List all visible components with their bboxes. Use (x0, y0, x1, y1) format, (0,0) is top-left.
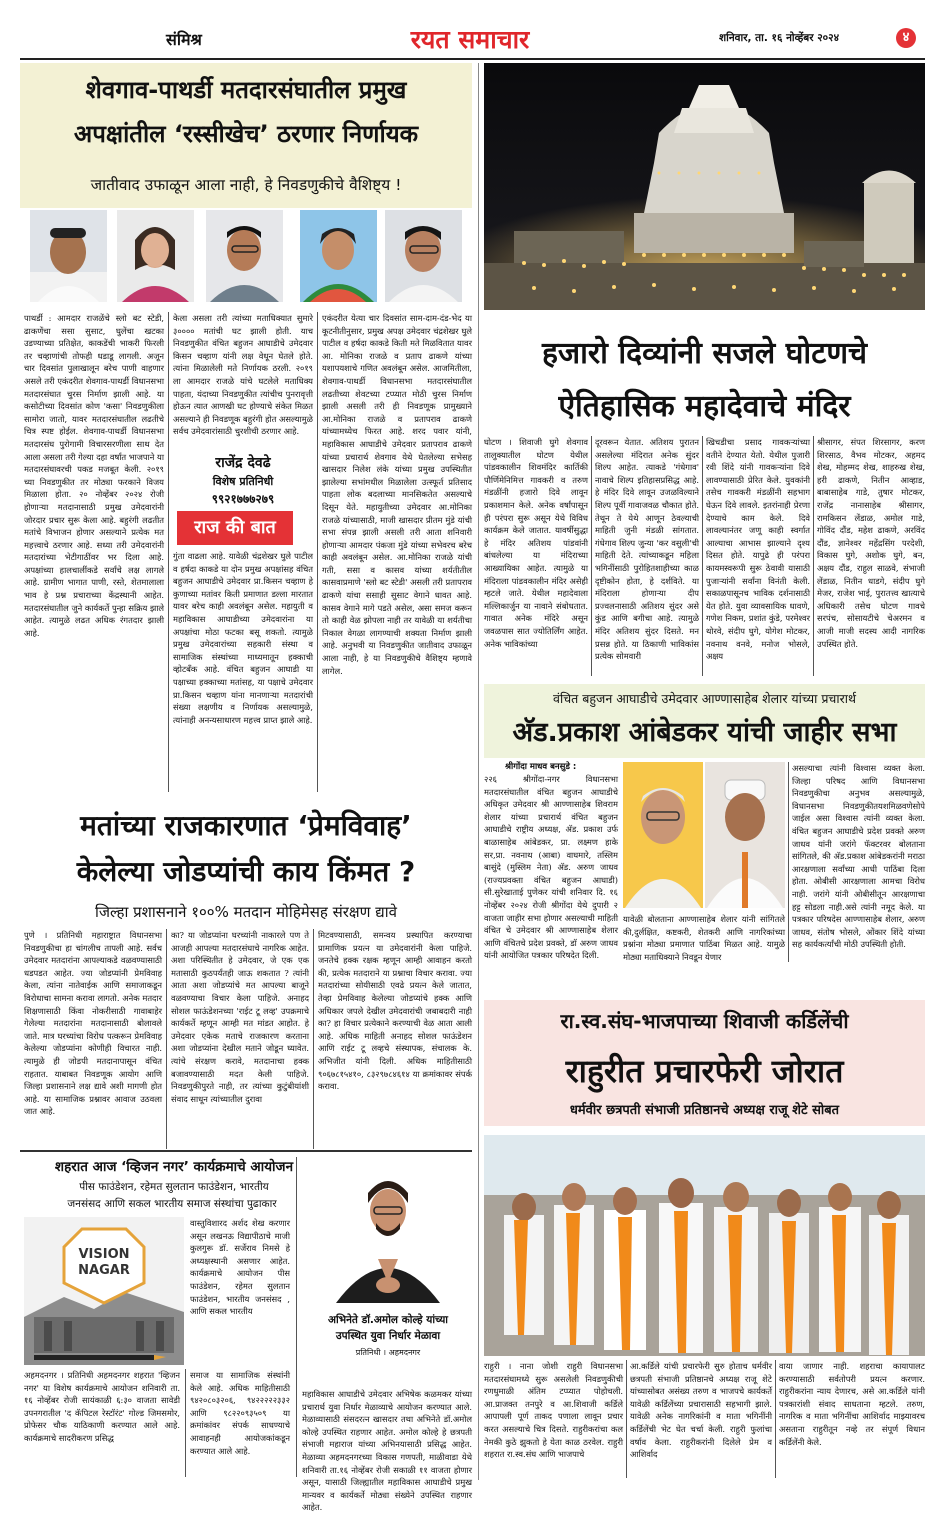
rss-divider-1 (626, 1360, 627, 1478)
ambedkar-column-1: २२६ श्रीगोंदा-नगर विधानसभा मतदारसंघातील वंचित बहुजन आघाडीचे अधिकृत उमेदवार श्री आण्णासाहेब शिवराम शेलार यांच्या प्रचारार्थ वंचित बहुजन आघाडीचे राष्ट्रीय अध्यक्ष, अ‍ॅड. प्रकाश उर्फ बाळासाहेब आंबेडकर, प्रा. लक्ष्मण हाके सर,प्रा. नवनाथ (आबा) वाघमारे, तस्लिम बासुंदे (मुस्लिम नेता) अ‍ॅड. अरुण जाधव (राज्यप्रवक्ता वंचित बहुजन आघाडी) सी.सुरेखाताई पुणेकर यांची शनिवार दि. १६ नोव्हेंबर २०२४ रोजी श्रीगोंदा येथे दुपारी २ वाजता जाहीर सभा होणार असल्याची माहिती वंचित चे उमेदवार श्री आण्णासाहेब शेलार आणि वंचितचे प्रदेश प्रवक्ते, डॉ अरुण जाधव यांनी आयोजित पत्रकार परिषदेत दिली. (484, 774, 618, 961)
rss-column-2: आ.कर्डिले यांची प्रचारफेरी सुरु होताच धर्मवीर छत्रपती संभाजी प्रतिष्ठानचे अध्यक्ष राजू शेटे यांच्यासोबत असंख्य तरुण व भाजपचे कार्यकर्ते यावेळी कर्डिलेंच्या प्रचारासाठी सहभागी झाले. यावेळी अनेक नागरिकांनी व माता भगिनींनी कर्डिलेंची भेट घेत चर्चा केली. राहुरी फुलांचा वर्षाव केला. राहुरीकरांनी दिलेले प्रेम व आशिर्वाद (630, 1361, 772, 1460)
candidate-portrait-4 (300, 210, 377, 302)
issue-date: शनिवार, ता. १६ नोव्हेंबर २०२४ (719, 32, 840, 44)
temple-divider-1 (591, 436, 592, 676)
vision-top-rule (20, 1150, 472, 1152)
column-badge (177, 511, 293, 545)
marriage-column-1: पुणे । प्रतिनिधी महाराष्ट्रात विधानसभा निवडणुकीचा हा चांगलीच तापली आहे. सर्वच उमेदवार मतदारांना आपल्याकडे वळवण्यासाठी धडपडत आहेत. ज्या जोडप्यांनी प्रेमविवाह केला, त्यांना नातेवाईक आणि समाजाकडून विरोधाचा सामना करावा लागतो. अनेक मतदार शिक्षणासाठी किंवा नोकरीसाठी गावाबाहेर गेलेल्या मतदारांना मतदानासाठी बोलावले जाते. मात्र घरच्यांचा विरोध पत्करून प्रेमविवाह केलेल्या जोडप्यांना कोणीही विचारत नाही. त्यामुळे ही जोडपी मतदानापासून वंचित राहतात. याबाबत निवडणूक आयोग आणि जिल्हा प्रशासनाने लक्ष द्यावे अशी मागणी होत आहे. या सामाजिक प्रश्नावर आवाज उठवला जात आहे. (24, 930, 162, 1117)
rss-divider-2 (775, 1360, 776, 1478)
vision-divider (185, 1369, 186, 1477)
candidate-portrait-1 (30, 210, 107, 302)
temple-headline-line2: ऐतिहासिक महादेवाचे मंदिर (558, 389, 851, 424)
page-center-divider (478, 63, 479, 1480)
candidate-portrait-5 (385, 210, 462, 302)
story1-column-1: पाथर्डी : आमदार राजळेंचे स्लो बट स्टेडी, ढाकणेंचा ससा सुसाट, घुलेंचा खटका उडण्याच्या प्रतिक्षेत, काकडेंची भाकरी फिरली तर चव्हाणांची तोफही धडाडू लागली. अजून चार दिवसांत पुलाखालून बरेच पाणी वाहणार असले तरी एकंदरीत शेवगाव-पाथर्डी विधानसभा मतदारसंघात चुरस निर्माण झाली आहे. या कसोटीच्या दिवसांत कोण 'कसा' निवडणुकीला सामोरा जातो, यावर मतदारसंघातील लढतीचे चित्र स्पष्ट होईल. शेवगाव-पाथर्डी विधानसभा मतदारसंघ पुरोगामी विचारसरणीला साथ देत आला असला तरी गेल्या दहा वर्षांत भाजपाने या मतदारसंघावरची पकड मजबूत केली. २०१९ च्या निवडणुकीत तर मोठ्या फरकाने विजय मिळाला होता. २० नोव्हेंबर २०२४ रोजी होणाऱ्या मतदानासाठी प्रमुख उमेदवारांनी जोरदार प्रचार सुरू केला आहे. बहुरंगी लढतीत मतांचे विभाजन होणार असल्याने प्रत्येक मत महत्त्वाचे ठरणार आहे. सध्या तरी उमेदवारांनी मतदारांच्या भेटीगाठींवर भर दिला आहे. अपक्षांच्या हालचालींकडे सर्वांचे लक्ष लागले आहे. ग्रामीण भागात पाणी, रस्ते, शेतमालाला भाव हे प्रश्न प्रचाराच्या केंद्रस्थानी आहेत. मतदारसंघातील जुने कार्यकर्ते पुन्हा सक्रिय झाले आहेत. त्यामुळे लढत अधिक रंगतदार झाली आहे. (24, 313, 164, 638)
kolhe-byline: प्रतिनिधी । अहमदनगर (355, 1348, 421, 1357)
paper-name: रयत समाचार (410, 25, 530, 54)
temple-column-3: खिचडीचा प्रसाद गावकऱ्यांच्या वतीने देण्यात येतो. येथील पुजारी रवी शिंदे यांनी गावकऱ्यांना दिवे लावण्यासाठी प्रेरित केले. युवकांनी तसेच गावकरी मंडळींनी सहभाग घेऊन दिवे लावले. इतरांनाही प्रेरणा देण्याचे काम केले. दिवे लावल्यानंतर जणू काही स्वर्गात आल्याचा आभास झाल्याने दृश्य दिसत होते. यापुढे ही परंपरा कायमस्वरूपी सुरू ठेवावी यासाठी पुजाऱ्यांनी सर्वांना विनंती केली. सकाळपासूनच भाविक दर्शनासाठी येत होते. युवा व्यावसायिक धावणे, गणेश निकम, प्रशांत कुंडे, परमेश्वर थोरवे, संदीप घुगे, योगेश मोटकर, नवनाथ वनवे, मनोज भोसले, अक्षय (706, 437, 810, 662)
ambedkar-byline: श्रीगोंदा माधव बनसुडे : (505, 762, 577, 772)
marriage-column-3: मिटवण्यासाठी, समन्वय प्रस्थापित करण्याचा प्रामाणिक प्रयत्न या उमेदवारांनी केला पाहिजे. जनतेचे हक्क रक्षक म्हणून आम्ही आवाहन करतो की, प्रत्येक मतदाराने या प्रश्नाचा विचार करावा. ज्या मतदारांच्या सोयीसाठी एवढे प्रयत्न केले जातात, तेव्हा प्रेमविवाह केलेल्या जोडप्यांचे हक्क आणि अधिकार जपले देखील उमेदवारांची जबाबदारी नाही का? हा विचार प्रत्येकाने करण्याची वेळ आता आली आहे. अधिक माहिती अनाहद सोशल फाऊंडेशन आणि राईट टू लव्हचे संस्थापक, संचालक के. अभिजीत यांनी दिली. अधिक माहितीसाठी ९०६७८१५४१०, ८३२९७८४६१४ या क्रमांकावर संपर्क करावा. (318, 930, 472, 1092)
vision-logo-text-1: VISION (78, 1247, 130, 1262)
vision-kolhe-divider (296, 1157, 297, 1477)
ambedkar-column-2: यावेळी बोलताना आण्णासाहेब शेलार यांनी सांगितले की,दुर्लक्षित, कष्टकरी, शेतकरी आणि नागरिकांच्या प्रश्नांना मोठ्या प्रमाणात पाठिंबा मिळत आहे. यामुळे मोठ्या मताधिक्याने निवडून येणार (623, 914, 785, 962)
ambedkar-kicker: वंचित बहुजन आघाडीचे उमेदवार आण्णासाहेब शेलार यांच्या प्रचारार्थ (553, 691, 856, 706)
page-number: ४ (902, 30, 910, 45)
vision-subhead-1: पीस फाउंडेशन, रहेमत सुलतान फाउंडेशन, भारतीय (79, 1181, 269, 1193)
temple-divider-3 (813, 436, 814, 676)
marriage-headline-line2: केलेल्या जोडप्यांची काय किंमत ? (76, 855, 416, 888)
marriage-subhead: जिल्हा प्रशासनाने १००% मतदान मोहिमेसह संरक्षण द्यावे (95, 903, 397, 921)
story1-subhead: जातीवाद उफाळून आला नाही, हे निवडणुकीचे वैशिष्ट्य ! (90, 176, 402, 194)
story1-divider-1 (168, 312, 169, 792)
kolhe-caption-line2: उपस्थित युवा निर्धार मेळावा (335, 1330, 441, 1342)
shelar-photo (705, 762, 785, 908)
rss-column-3: वाया जाणार नाही. शहराचा कायापालट करण्यासाठी सर्वतोपरी प्रयत्न करणार. राहुरीकरांना न्याय देणारच, असे आ.कर्डिले यांनी पत्रकारांशी संवाद साधताना म्हटले. तरुण, नागरिक व माता भगिनींचा आशिर्वाद माझ्यावरच असताना राहुरीतून नव्हे तर संपूर्ण विधान कर्डिलेंनी केले. (779, 1361, 925, 1447)
vision-logo-text-2: NAGAR (78, 1263, 130, 1278)
page-number-badge (896, 28, 916, 48)
story1-divider-2 (317, 312, 318, 792)
ambedkar-column-3: असल्याचा त्यांनी विश्वास व्यक्त केला. जिल्हा परिषद आणि विधानसभा निवडणुकीचा अनुभव असल्यामुळे, विधानसभा निवडणुकीतयशमिळवणेसोपे जाईल असा विश्वास त्यांनी व्यक्त केला. वंचित बहुजन आघाडीचे प्रदेश प्रवक्ते अरुण जाधव यांनी जरांगे फॅक्टरवर बोलताना सांगितले, की अ‍ॅड.प्रकाश आंबेडकरांनी मराठा आरक्षणाला सर्वांच्या आधी पाठिंबा दिला होता. ओबीसी आरक्षणाला आमचा विरोध नाही. जरांगे यांनी ओबीसीतून आरक्षणाचा हट्ट सोडला नाही.असे त्यांनी नमूद केले. या पत्रकार परिषदेस आण्णासाहेब शेलार, अरुण जाधव, संतोष भोसले, ओंकार शिंदे यांच्या सह कार्यकर्त्यांची मोठी उपस्थिती होती. (792, 763, 925, 950)
kolhe-photo (322, 1163, 454, 1383)
temple-divider-2 (702, 436, 703, 676)
temple-column-1: घोटण । शिवाजी घुगे शेवगाव तालुक्यातील घोटण येथील पांडवकालीन शिवमंदिर कार्तिकी पौर्णिमेनिमित्त गावकरी व तरुण मंडळींनी हजारो दिवे लावून प्रकाशमान केले. अनेक वर्षांपासून ही परंपरा सुरू असून येथे विविध कार्यक्रम केले जातात. यावर्षीसुद्धा हे मंदिर अतिशय पांडवांनी बांधलेल्या या मंदिराच्या आख्यायिका आहेत. त्यामुळे या मंदिराला पांडवकालीन मंदिर असेही म्हटले जाते. येथील महादेवाला मल्लिकार्जुन या नावाने संबोधतात. गावात अनेक मंदिरे असून जवळपास सात ज्योतिर्लिंग आहेत. अनेक भाविकांच्या (484, 437, 588, 649)
story1-headline-line1: शेवगाव-पाथर्डी मतदारसंघातील प्रमुख (85, 76, 407, 104)
marriage-column-2: का? या जोडप्यांना घरच्यांनी नाकारले पण ते आजही आपल्या मतदारसंघाचे नागरिक आहेत. अशा परिस्थितीत हे उमेदवार, जे एक एक मतासाठी कुठपर्यंतही जाऊ शकतात ? त्यांनी आता अशा जोडप्यांचे मत आपल्या बाजूने वळवण्याचा विचार केला पाहिजे. अनाहद सोशल फाऊंडेशनच्या 'राईट टू लव्ह' उपक्रमाचे कार्यकर्ते म्हणून आम्ही मत मांडत आहोत. हे उमेदवार एकेक मताचे राजकारण करताना अशा जोडप्यांना देखील मताने जोडून घ्यावेत. त्यांचे संरक्षण करावे, मतदानाचा हक्क बजावण्यासाठी मदत केली पाहिजे. निवडणुकीपुरते नाही, तर त्यांच्या कुटुंबीयांशी संवाद साधून त्यांच्यातील दुरावा (171, 930, 309, 1104)
marriage-divider-2 (313, 929, 314, 1149)
rss-kicker: रा.स्व.संघ-भाजपाच्या शिवाजी कर्डिलेंची (560, 1009, 849, 1033)
rss-subhead: धर्मवीर छत्रपती संभाजी प्रतिष्ठानचे अध्यक्ष राजू शेटे सोबत (569, 1103, 840, 1118)
kolhe-body: महाविकास आघाडीचे उमेदवार अभिषेक कळमकर यांच्या प्रचारार्थ युवा निर्धार मेळाव्याचे आयोजन करण्यात आले. मेळाव्यासाठी संसदरत्न खासदार तथा अभिनेते डॉ.अमोल कोल्हे उपस्थित राहणार आहेत. अमोल कोल्हे हे छत्रपती संभाजी महाराज यांच्या अभिनयासाठी प्रसिद्ध आहेत. मेळाव्या अहमदनगरच्या विकास गणपती, माळीवाडा येथे शनिवारी ता.१६ नोव्हेंबर रोजी सकाळी ११ वाजता होणार असून, यासाठी जिल्ह्यातील महाविकास आघाडीचे प्रमुख मान्यवर व कार्यकर्ते मोठ्या संख्येने उपस्थित राहणार आहेत. (302, 1389, 472, 1513)
marriage-divider-1 (166, 929, 167, 1149)
marriage-headline-line1: मतांच्या राजकारणात ‘प्रेमविवाह’ (80, 809, 412, 842)
rss-column-1: राहुरी । नाना जोशी राहुरी विधानसभा मतदारसंघामध्ये सुरू असलेली निवडणुकीची रणधुमाळी अंतिम टप्प्यात पोहोचली. आ.प्राजक्त तनपुरे व आ.शिवाजी कर्डिले आपापली पूर्ण ताकद पणाला लावून प्रचार करत असल्याचे चित्र दिसते. राहुरीकरांचा कल नेमकी कुठे झुकतो हे येता काळ ठरवेल. राहुरी शहरात रा.स्व.संघ आणि भाजपाचे (484, 1361, 623, 1460)
vision-nagar-logo (24, 1217, 184, 1365)
temple-night-photo (484, 63, 925, 310)
temple-headline-line1: हजारो दिव्यांनी सजले घोटणचे (541, 336, 868, 371)
story1-headline-line2: अपक्षांतील ‘रस्सीखेच’ ठरणार निर्णायक (73, 120, 419, 148)
byline-title: विशेष प्रतिनिधी (212, 475, 274, 488)
section-label: संमिश्र (166, 30, 202, 49)
vision-headline: शहरात आज ‘व्हिजन नगर’ कार्यक्रमाचे आयोजन (54, 1159, 294, 1175)
ambedkar-photo (623, 762, 703, 908)
temple-column-4: श्रीसागर, संपत शिरसागर, करण शिरसाठ, वैभव मोटकर, अहमद शेख, मोहम्मद शेख, शाहरुख शेख, हरी ढाकणे, नितीन आव्हाड, बाबासाहेब गाडे, तुषार मोटकर, राजेंद्र नानासाहेब श्रीसागर, रामकिसन लेंडाळ, अमोल गाडे, गोविंद दौंड, महेश ढाकणे, अरविंद दौंड, ज्ञानेश्वर महेंद्रसिंग परदेशी, विकास घुगे, अशोक घुगे, बन, अक्षय दौंड, राहुल साळवे, संभाजी लेंडाळ, नितीन धाडगे, संदीप घुगे मेजर, राजेश भाई, पुरातत्त्व खात्याचे अधिकारी तसेच घोटण गावचे सरपंच, सोसायटीचे चेअरमन व आजी माजी सदस्य आदी नागरिक उपस्थित होते. (817, 437, 925, 649)
story1-column-3: एकंदरीत येत्या चार दिवसांत साम-दाम-दंड-भेद या कूटनीतीनुसार, प्रमुख अपक्ष उमेदवार चंद्रशेखर घुले पाटील व हर्षदा काकडे किती मते मिळवितात यावर आ. मोनिका राजळे व प्रताप ढाकणे यांच्या यशापयशाचे गणित अवलंबून असेल. आजमितीला, शेवगाव-पाथर्डी विधानसभा मतदारसंघातील लढतीच्या शेवटच्या टप्प्यात मोठी चुरस निर्माण झाली असली तरी ही निवडणूक प्रामुख्याने आ.मोनिका राजळे व प्रतापराव ढाकणे यांच्यामध्येच फिरत आहे. शरद पवार यांनी, महाविकास आघाडीचे उमेदवार प्रतापराव ढाकणे यांच्या प्रचारार्थ शेवगाव येथे घेतलेल्या सभेसह खासदार निलेश लंके यांच्या प्रमुख उपस्थितीत झालेल्या सभांमधील मिळालेला उत्स्फूर्त प्रतिसाद पाहता लोक बदलाच्या मानसिकतेत असल्याचे दिसून येते. महायुतीच्या उमेदवार आ.मोनिका राजळे यांच्यासाठी, माजी खासदार प्रीतम मुंडे यांची सभा संपन्न झाली असली तरी आता शनिवारी होणाऱ्या आमदार पंकजा मुंडे यांच्या सभेवरच बरेच काही अवलंबून असेल. आ.मोनिका राजळे यांची गती, ससा व कासव यांच्या शर्यतीतील कासवाप्रमाणे 'स्लो बट स्टेडी' असली तरी प्रतापराव ढाकणे यांचा ससाही सुसाट वेगाने धावत आहे. कासव वेगाने मागे पडते असेल, असा समज करून तो काही वेळ झोपला नाही तर यावेळी या शर्यतीचा निकाल वेगळा लागण्याची शक्यता निर्माण झाली आहे. अनुभवी या निवडणुकीत जातीवाद उफाळून आला नाही, हे या निवडणुकीचे वैशिष्ट्य म्हणावे लागेल. (322, 313, 472, 676)
byline-phone: ९९२१७७७२७९ (211, 492, 275, 506)
story1-column-2b: गुंता वाढला आहे. यावेळी चंद्रशेखर घुले पाटील व हर्षदा काकडे या दोन प्रमुख अपक्षांसह वंचित बहुजन आघाडीचे उमेदवार प्रा.किसन चव्हाण हे कुणाच्या मतांवर किती प्रमाणात डल्ला मारतात यावर बरेच काही अवलंबून असेल. महायुती व महाविकास आघाडीच्या उमेदवारांना या अपक्षांचा मोठा फटका बसू शकतो. त्यामुळे प्रमुख उमेदवारांच्या सहकारी संस्था व सामाजिक संस्थांच्या माध्यमातून हक्काची व्होटबँक आहे. वंचित बहुजन आघाडी या पक्षाच्या हक्काच्या मतांसह, या पक्षाचे उमेदवार प्रा.किसन चव्हाण यांना मानणाऱ्या मतदारांची संख्या लक्षणीय व निर्णायक असल्यामुळे, त्यांनाही अनन्यसाधारण महत्त्व प्राप्त झाले आहे. (173, 551, 313, 725)
kolhe-caption-line1: अभिनेते डॉ.अमोल कोल्हे यांच्या (327, 1314, 449, 1326)
story1-column-2a: केला असला तरी त्यांच्या मताधिक्यात सुमारे ३०००० मतांची घट झाली होती. याच निवडणुकीत वंचित बहुजन आघाडीचे उमेदवार किसन चव्हाण यांनी लक्ष वेधून घेतले होते. त्यांना मिळालेली मते निर्णायक ठरली. २०१९ ला आमदार राजळे यांचे घटलेले मताधिक्य पाहता, यंदाच्या निवडणुकीत त्यांचीच पुनरावृत्ती होऊन त्यात आणखी घट होण्याचे संकेत मिळत असल्याने ही निवडणूक बहुरंगी होत असल्यामुळे सर्वच उमेदवारांसाठी चुरशीची ठरणार आहे. (173, 313, 313, 437)
rss-headline: राहुरीत प्रचारफेरी जोरात (565, 1052, 844, 1090)
temple-column-2: दूरवरून येतात. अतिशय पुरातन असलेल्या मंदिरात अनेक सुंदर शिल्प आहेत. त्याकडे 'गंधेगाव' नावाचे शिल्प इतिहासप्रसिद्ध आहे. हे मंदिर दिवे लावून उजळविल्याने शिल्प पूर्वी गावाजवळ चौकात होते. तेथून ते येथे आणून ठेवल्याची माहिती जुनी मंडळी सांगतात. गंधेगाव शिल्प जुन्या 'कर वसुली'ची माहिती देते. त्यांच्याकडून महिला भगिनींसाठी पुरोहितशाहीच्या काळ दृष्टीकोन होता, हे दर्शविते. या मंदिराला होणाऱ्या दीप प्रज्वलनासाठी अतिशय सुंदर असे कुंड आणि बगीचा आहे. त्यामुळे मंदिर अतिशय सुंदर दिसते. मन प्रसन्न होते. या ठिकाणी भाविकांस प्रत्येक सोमवारी (595, 437, 699, 662)
vision-subhead-2: जनसंसद आणि सकल भारतीय समाज संस्थांचा पुढाकार (67, 1198, 277, 1210)
byline-name: राजेंद्र देवढे (215, 455, 271, 471)
vision-column-bottom-left: अहमदनगर । प्रतिनिधी अहमदनगर शहरात 'व्हिजन नगर' या विशेष कार्यक्रमाचे आयोजन शनिवारी ता. १६ नोव्हेंबर रोजी सायंकाळी ६:३० वाजता सावेडी उपनगरातील 'द कॅपिटल रेस्टॉरंट' गोल्ड जिमसमोर, प्रोफेसर चौक याठिकाणी करण्यात आले आहे. कार्यक्रमाचे सादरीकरण प्रसिद्ध (24, 1370, 180, 1443)
vision-column-bottom-right: समाज या सामाजिक संस्थांनी केले आहे. अधिक माहितीसाठी ९४२०८०३२०६, ९४२२२२२३३२ आणि ९८२२०९३५०९ या क्रमांकांवर संपर्क साधण्याचे आवाहनही आयोजकांकडून करण्यात आले आहे. (190, 1370, 290, 1456)
masthead-bar (0, 0, 945, 60)
candidate-portrait-3 (206, 210, 283, 302)
rally-photo (484, 1135, 925, 1356)
masthead-rule (20, 58, 925, 60)
column-badge-text: राज की बात (194, 517, 276, 538)
vision-column-right: वास्तुविशारद अर्शद शेख करणार असून लखनऊ विद्यापीठाचे माजी कुलगुरू डॉ. सर्जेराव निमसे हे अध्यक्षस्थानी असणार आहेत. कार्यक्रमाचे आयोजन पीस फाउंडेशन, रहेमत सुलतान फाउंडेशन, भारतीय जनसंसद , आणि सकल भारतीय (190, 1218, 290, 1317)
ambedkar-headline: अ‍ॅड.प्रकाश आंबेडकर यांची जाहीर सभा (512, 717, 897, 748)
candidate-portrait-2 (117, 210, 194, 302)
ambedkar-divider (788, 762, 789, 962)
